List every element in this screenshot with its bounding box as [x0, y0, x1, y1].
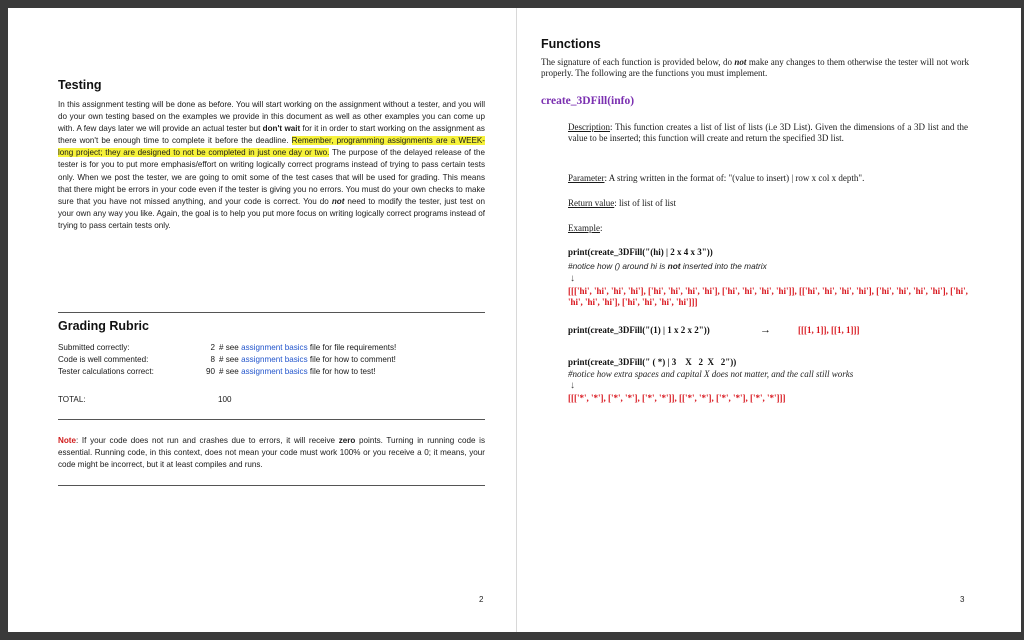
rubric-pre: # see: [219, 355, 242, 364]
rubric-note-commented: [219, 355, 396, 364]
rubric-note-tester: [219, 367, 376, 376]
example1-comment-bold: not: [667, 261, 681, 271]
rubric-note-submitted: [219, 343, 396, 352]
rubric-points-commented: 8: [210, 355, 215, 364]
return-text: : list of list of list: [614, 198, 677, 208]
down-arrow-icon: ↓: [570, 380, 575, 391]
testing-text-1: In this assignment testing will be done as before. You will start working on the assignment without a tester, and you will do your own testing based on the examples we provide in this document as well as other examples you can come up with. A few days later we will provide an actual tester but: [58, 100, 485, 134]
example-label: Example: [568, 223, 600, 233]
testing-paragraph: [58, 99, 485, 232]
rubric-post: file for how to comment!: [307, 355, 396, 364]
rubric-pre: # see: [219, 367, 242, 376]
assignment-basics-link[interactable]: assignment basics: [241, 355, 308, 364]
not-bold: not: [331, 196, 345, 206]
page-number-3: 3: [960, 595, 965, 604]
function-title: create_3DFill(info): [541, 95, 635, 107]
note-paragraph: [58, 435, 485, 471]
right-arrow-icon: →: [760, 324, 771, 336]
return-label: Return value: [568, 198, 615, 208]
intro-text-1: The signature of each function is provided below, do: [541, 57, 735, 67]
total-value: 100: [218, 395, 232, 404]
note-text-2: points. Turning in running code is essential. Running code, in this context, does not mean your code must work 100% or you receive a 0; it means, your code might be incorrect, but it at least compiles and runs.: [58, 436, 485, 470]
example3-call: print(create_3DFill(" ( *) | 3 X 2 X 2")): [568, 357, 737, 367]
rubric-label-submitted: Submitted correctly:: [58, 343, 130, 352]
rubric-pre: # see: [219, 343, 242, 352]
example1-result-line2: 'hi', 'hi', 'hi'], ['hi', 'hi', 'hi', 'hi']]]: [568, 297, 698, 307]
rubric-label-commented: Code is well commented:: [58, 355, 149, 364]
return-value: [568, 198, 968, 209]
divider-1: [58, 312, 485, 313]
rubric-post: file for file requirements!: [307, 343, 397, 352]
page-2: [8, 8, 516, 632]
example1-call: print(create_3DFill("(hi) | 2 x 4 x 3")): [568, 247, 713, 257]
divider-2: [58, 419, 485, 420]
rubric-label-tester: Tester calculations correct:: [58, 367, 154, 376]
grading-rubric-heading: Grading Rubric: [58, 319, 149, 333]
down-arrow-icon: ↓: [570, 273, 575, 284]
rubric-post: file for how to test!: [307, 367, 376, 376]
total-label: TOTAL:: [58, 395, 86, 404]
example2-result: [[[1, 1]], [[1, 1]]]: [798, 325, 860, 335]
example-heading: [568, 223, 603, 234]
example1-comment-2: inserted into the matrix: [680, 261, 767, 271]
page-3: [516, 8, 1021, 632]
testing-heading: Testing: [58, 78, 102, 92]
example1-result-line1: [[['hi', 'hi', 'hi', 'hi'], ['hi', 'hi', 'hi', 'hi'], ['hi', 'hi', 'hi', 'hi']], [['hi', 'hi', 'hi', 'hi'], ['hi', 'hi', 'hi', 'hi'], ['hi',: [568, 286, 968, 296]
note-label: Note: [58, 436, 76, 445]
parameter-label: Parameter: [568, 173, 605, 183]
intro-text-2: make any changes to them otherwise the tester will not work properly. The following are the functions you must implement.: [541, 57, 969, 78]
intro-not-bold: not: [734, 57, 747, 67]
functions-intro: [541, 57, 969, 79]
testing-text-4: need to modify the tester, just test on your own any way you like. Again, the goal is to help you put more focus on writing logically correct programs instead of trying to pass certain tests only.: [58, 196, 485, 230]
description-label: Description: [568, 122, 610, 132]
description: [568, 122, 968, 144]
rubric-points-submitted: 2: [210, 343, 215, 352]
dont-wait-bold: don't wait: [262, 124, 301, 134]
rubric-points-tester: 90: [205, 367, 215, 376]
example1-comment-1: #notice how () around hi is: [568, 261, 668, 271]
parameter-text: : A string written in the format of: "(value to insert) | row x col x depth".: [604, 173, 865, 183]
highlighted-reminder: Remember, programming assignments are a WEEK-long project; they are designed to not be completed in just one day or two.: [58, 136, 485, 158]
page-number-2: 2: [479, 595, 484, 604]
testing-text-2: for it in order to start working on the assignment as there won't be enough time to complete it before the deadline.: [58, 124, 485, 146]
example3-comment: #notice how extra spaces and capital X does not matter, and the call still works: [568, 369, 854, 379]
description-text: : This function creates a list of list of lists (i.e 3D List). Given the dimensions of a 3D list and the value to be inserted; this function will create and return the specified 3D list.: [568, 122, 968, 143]
example-colon: :: [600, 223, 603, 233]
example3-result: [[['*', '*'], ['*', '*'], ['*', '*']], [['*', '*'], ['*', '*'], ['*', '*']]]: [568, 393, 786, 403]
example2-call: print(create_3DFill("(1) | 1 x 2 x 2")): [568, 325, 710, 335]
parameter: [568, 173, 968, 184]
assignment-basics-link[interactable]: assignment basics: [241, 367, 308, 376]
testing-text-3: The purpose of the delayed release of the tester is for you to put more emphasis/effort on writing logically correct programs instead of trying to pass certain tests only. When we post the tester, we are going to omit some of the test cases that will be used for grading. This means that there might be errors in your code even if the tester is giving you no errors. You must do your own checks to make sure that you have not missed anything, and your code is correct. You do: [58, 148, 485, 206]
functions-heading: Functions: [541, 37, 601, 51]
example1-comment: [568, 261, 767, 271]
note-text-1: : If your code does not run and crashes due to errors, it will receive: [76, 436, 339, 445]
zero-bold: zero: [338, 436, 356, 445]
assignment-basics-link[interactable]: assignment basics: [241, 343, 308, 352]
divider-3: [58, 485, 485, 486]
